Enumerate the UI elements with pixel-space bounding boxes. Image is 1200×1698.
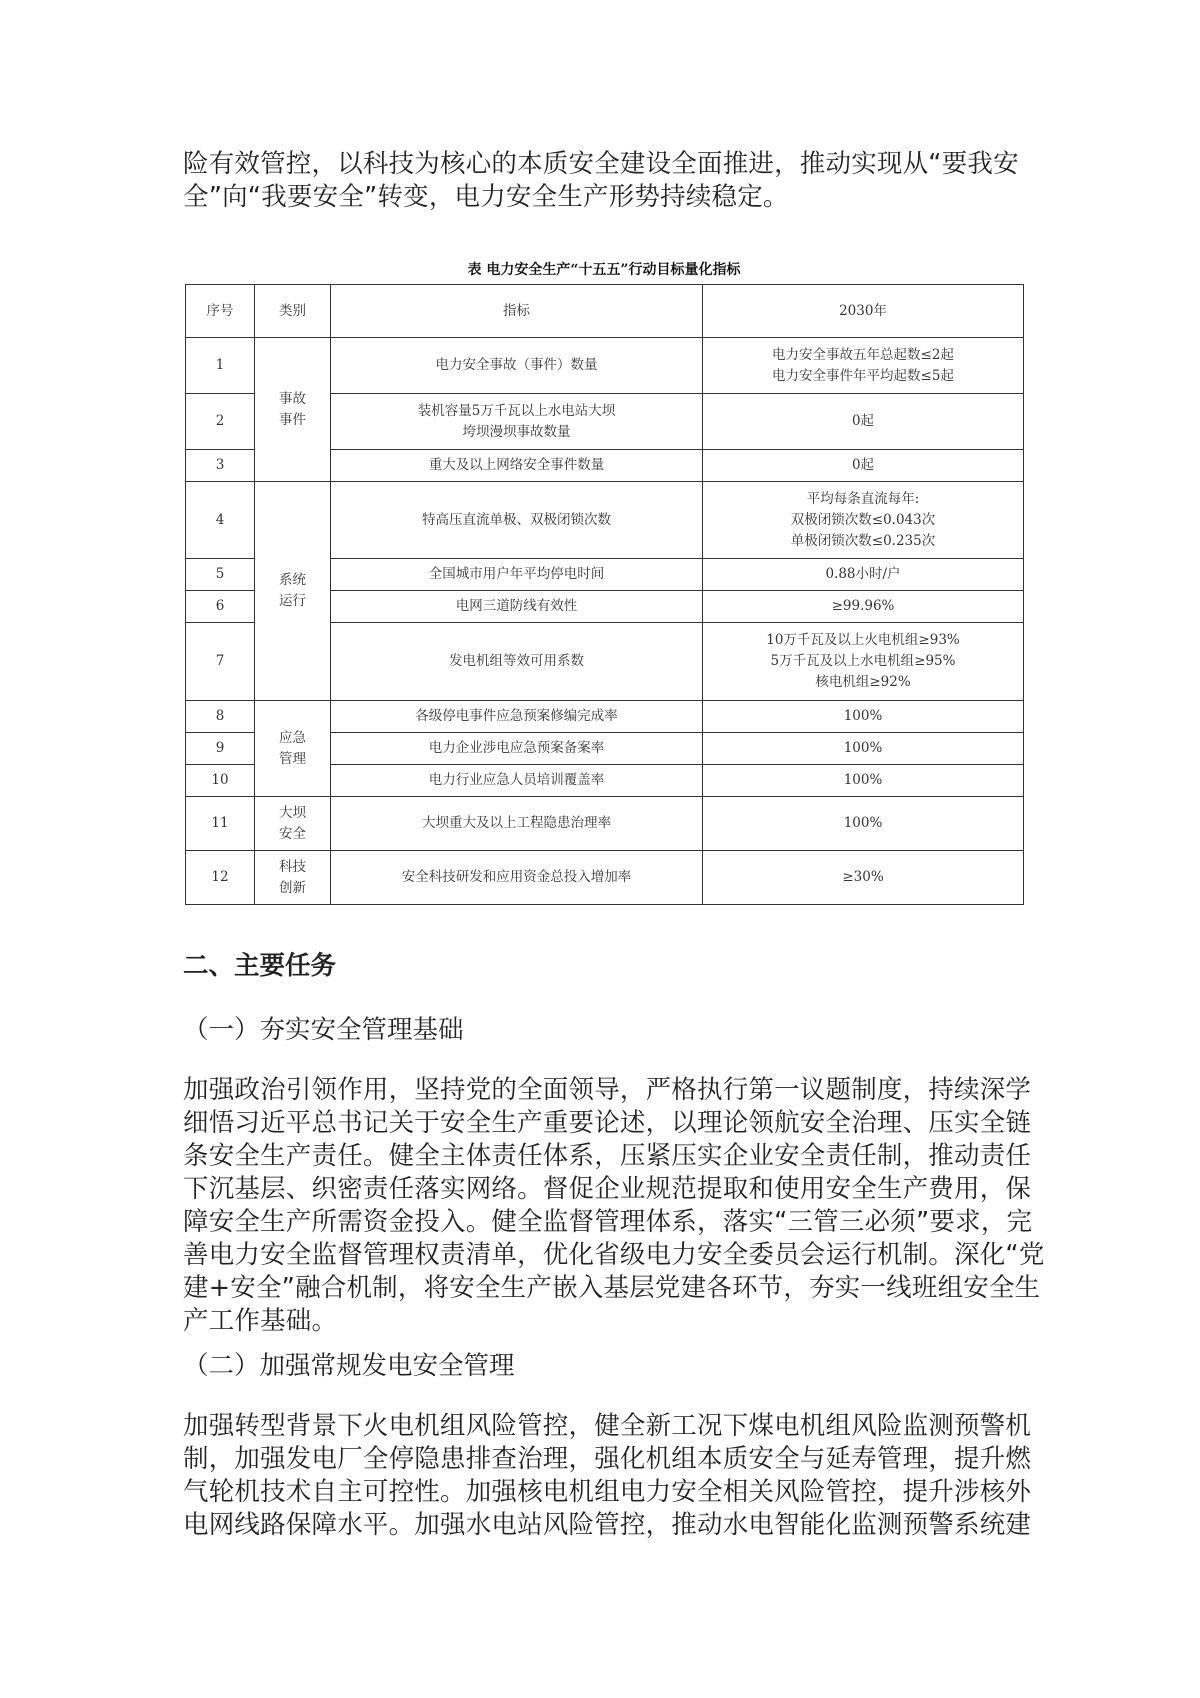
indicator-cell: 各级停电事件应急预案修编完成率 [331,701,703,733]
header-cell: 序号 [186,285,255,338]
text-line: 全”向“我要安全”转变，电力安全生产形势持续稳定。 [183,182,789,212]
row-number: 2 [186,394,255,450]
row-number: 6 [186,591,255,623]
indicator-cell: 大坝重大及以上工程隐患治理率 [331,797,703,851]
category-line: 应急 [279,729,306,746]
subsection-heading: （二）加强常规发电安全管理 [183,1351,515,1381]
indicator-cell: 电力行业应急人员培训覆盖率 [331,765,703,797]
table-row [186,797,1024,851]
row-number: 5 [186,559,255,591]
table-row [186,338,1024,394]
intro-paragraph [183,148,1023,214]
text-line: 制，加强发电厂全停隐患排查治理，强化机组本质安全与延寿管理，提升燃 [183,1444,1032,1474]
row-number: 8 [186,701,255,733]
row-number: 12 [186,851,255,905]
target-line: 5万千瓦及以上水电机组≥95% [770,653,956,669]
target-line: 电力安全事故五年总起数≤2起 [772,346,954,363]
text-line: 细悟习近平总书记关于安全生产重要论述，以理论领航安全治理、压实全链 [183,1108,1032,1138]
target-cell: 100% [703,701,1024,733]
row-number: 3 [186,450,255,482]
category-cell [255,851,331,905]
target-cell: 0起 [703,450,1024,482]
target-cell [703,623,1024,701]
row-number: 9 [186,733,255,765]
indicator-cell: 全国城市用户年平均停电时间 [331,559,703,591]
category-line: 安全 [279,825,306,842]
text-line: 产工作基础。 [183,1306,338,1336]
header-cell: 2030年 [703,285,1024,338]
table-header-row [186,285,1024,338]
header-cell: 类别 [255,285,331,338]
target-cell: ≥30% [703,851,1024,905]
indicator-cell: 安全科技研发和应用资金总投入增加率 [331,851,703,905]
category-cell [255,482,331,701]
text-line: 气轮机技术自主可控性。加强核电机组电力安全相关风险管控，提升涉核外 [183,1477,1032,1507]
target-cell: 100% [703,765,1024,797]
indicator-cell: 电力安全事故（事件）数量 [331,338,703,394]
category-line: 运行 [279,593,306,609]
row-number: 4 [186,482,255,559]
indicator-cell: 电网三道防线有效性 [331,591,703,623]
table-row [186,701,1024,733]
target-cell [703,338,1024,394]
text-line: 障安全生产所需资金投入。健全监督管理体系，落实“三管三必须”要求，完 [183,1207,1033,1237]
text-line: 加强转型背景下火电机组风险管控，健全新工况下煤电机组风险监测预警机 [183,1411,1032,1441]
target-line: 电力安全事件年平均起数≤5起 [772,367,954,384]
section-heading: 二、主要任务 [183,951,337,981]
category-line: 系统 [279,572,306,588]
category-line: 大坝 [279,804,306,821]
category-line: 事件 [279,411,306,428]
indicator-line: 垮坝漫坝事故数量 [462,423,571,440]
table-caption: 表 电力安全生产“十五五”行动目标量化指标 [467,262,741,278]
target-cell: 100% [703,797,1024,851]
category-cell [255,797,331,851]
table-row [186,851,1024,905]
category-line: 管理 [279,750,306,767]
body-paragraph [183,1074,1045,1338]
text-line: 善电力安全监督管理权责清单，优化省级电力安全委员会运行机制。深化“党 [183,1240,1045,1270]
target-line: 核电机组≥92% [815,674,911,690]
header-cell: 指标 [331,285,703,338]
body-paragraph [183,1410,1032,1542]
text-line: 加强政治引领作用，坚持党的全面领导，严格执行第一议题制度，持续深学 [183,1075,1032,1105]
category-line: 创新 [279,879,306,896]
text-line: 条安全生产责任。健全主体责任体系，压紧压实企业安全责任制，推动责任 [183,1141,1032,1171]
indicator-cell: 发电机组等效可用系数 [331,623,703,701]
target-line: 双极闭锁次数≤0.043次 [790,511,936,528]
category-line: 科技 [279,858,306,875]
target-line: 平均每条直流每年: [806,490,920,507]
target-cell [703,482,1024,559]
row-number: 11 [186,797,255,851]
row-number: 1 [186,338,255,394]
text-line: 下沉基层、织密责任落实网络。督促企业规范提取和使用安全生产费用，保 [183,1174,1032,1204]
category-cell [255,701,331,797]
row-number: 10 [186,765,255,797]
category-line: 事故 [279,390,306,407]
indicator-cell: 重大及以上网络安全事件数量 [331,450,703,482]
row-number: 7 [186,623,255,701]
indicator-cell: 电力企业涉电应急预案备案率 [331,733,703,765]
target-cell: 0.88小时/户 [703,559,1024,591]
text-line: 电网线路保障水平。加强水电站风险管控，推动水电智能化监测预警系统建 [183,1510,1032,1540]
target-cell: 0起 [703,394,1024,450]
target-cell: 100% [703,733,1024,765]
category-cell [255,338,331,482]
target-line: 单极闭锁次数≤0.235次 [790,532,936,549]
target-cell: ≥99.96% [703,591,1024,623]
indicator-cell: 特高压直流单极、双极闭锁次数 [331,482,703,559]
text-line: 建+安全”融合机制，将安全生产嵌入基层党建各环节，夯实一线班组安全生 [183,1273,1041,1303]
target-line: 10万千瓦及以上火电机组≥93% [766,632,960,648]
indicator-cell [331,394,703,450]
text-line: 险有效管控，以科技为核心的本质安全建设全面推进，推动实现从“要我安 [183,149,1019,179]
subsection-heading: （一）夯实安全管理基础 [183,1015,464,1045]
table-row [186,482,1024,559]
targets-table [185,284,1024,905]
indicator-line: 装机容量5万千瓦以上水电站大坝 [417,402,616,419]
